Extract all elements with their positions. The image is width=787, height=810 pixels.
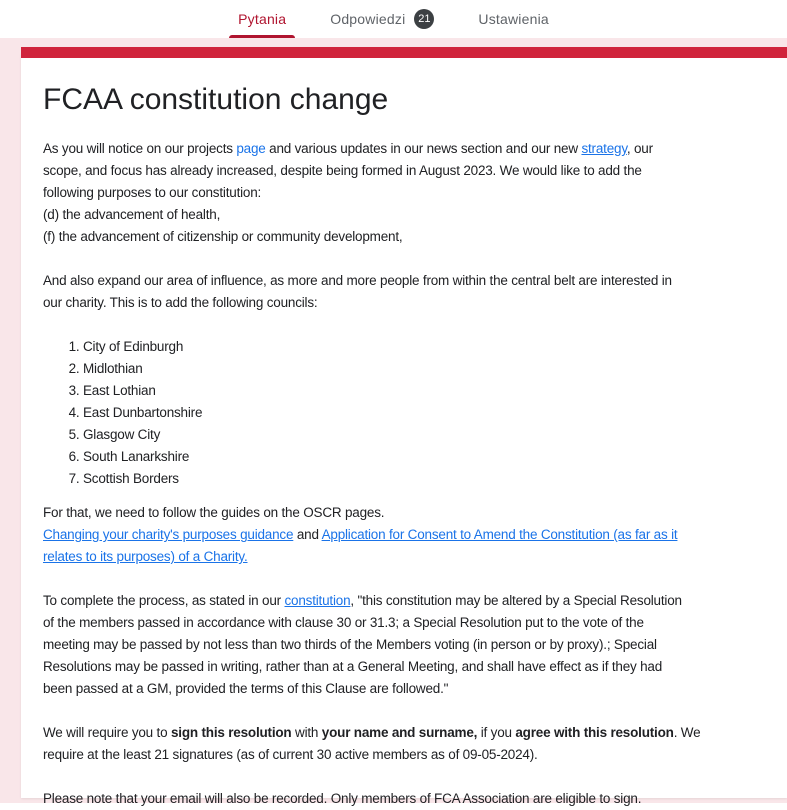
description-paragraph [43,590,747,700]
form-editor-tabbar [0,0,787,38]
text-run: (f) the advancement of citizenship or community development, [43,229,403,244]
description-paragraph [43,270,747,314]
tab-ustawienia-label: Ustawienia [478,11,549,27]
bold-text: agree with this resolution [515,725,674,740]
description-link[interactable]: strategy [581,141,627,156]
description-paragraph [43,788,747,810]
tab-pytania[interactable] [229,0,295,38]
description-paragraph [43,138,747,248]
council-list-item: 2. Midlothian [83,358,747,380]
tab-odpowiedzi[interactable] [321,0,443,38]
form-header-card [21,47,787,806]
tab-pytania-label: Pytania [238,11,287,27]
council-list-item: 1. City of Edinburgh [83,336,747,358]
council-list-item: 3. East Lothian [83,380,747,402]
council-list-item: 7. Scottish Borders [83,468,747,490]
form-title[interactable]: FCAA constitution change [43,83,389,116]
text-run: require at the least 21 signatures (as of current 30 active members as of 09-05-2024). [43,747,538,762]
card-accent-bar [21,47,787,58]
text-run: been passed at a GM, provided the terms of this Clause are followed." [43,681,449,696]
description-link[interactable]: Application for Consent to Amend the Constitution (as far as it [321,527,678,542]
text-run: As you will notice on our projects [43,141,237,156]
description-link[interactable]: page [236,141,266,156]
council-list-item: 5. Glasgow City [83,424,747,446]
council-list [43,336,747,490]
text-run: For that, we need to follow the guides on the OSCR pages. [43,505,385,520]
text-run: of the members passed in accordance with clause 30 or 31.3; a Special Resolution put to the vote of the [43,615,644,630]
responses-count-badge: 21 [414,9,434,29]
page-background [0,38,787,806]
council-list-item: 6. South Lanarkshire [83,446,747,468]
text-run: if you [477,725,516,740]
text-run: And also expand our area of influence, as more and more people from within the central belt are interested in [43,273,672,288]
text-run: (d) the advancement of health, [43,207,221,222]
text-run: our charity. This is to add the following councils: [43,295,318,310]
text-run: Please note that your email will also be recorded. Only members of FCA Association are eligible to sign. [43,791,642,806]
description-link[interactable]: Changing your charity's purposes guidance [43,527,294,542]
text-run: , "this constitution may be altered by a Special Resolution [350,593,682,608]
form-description[interactable] [43,138,747,810]
active-tab-indicator [229,35,295,38]
text-run: with [291,725,322,740]
text-run: We will require you to [43,725,171,740]
council-list-item: 4. East Dunbartonshire [83,402,747,424]
text-run: To complete the process, as stated in our [43,593,285,608]
text-run: . We [673,725,701,740]
description-paragraph [43,502,747,568]
text-run: meeting may be passed by not less than two thirds of the Members voting (in person or by proxy).; Special [43,637,657,652]
text-run: Resolutions may be passed in writing, rather than at a General Meeting, and shall have effect as if they had [43,659,663,674]
description-paragraph [43,722,747,766]
text-run: scope, and focus has already increased, despite being formed in August 2023. We would like to add the [43,163,642,178]
description-link[interactable]: relates to its purposes) of a Charity. [43,549,248,564]
text-run: , our [626,141,653,156]
text-run: and [293,527,322,542]
text-run: following purposes to our constitution: [43,185,262,200]
bold-text: your name and surname, [321,725,478,740]
bold-text: sign this resolution [170,725,292,740]
tab-odpowiedzi-label: Odpowiedzi [330,11,406,27]
description-link[interactable]: constitution [284,593,351,608]
tab-ustawienia[interactable] [469,0,557,38]
card-body [21,58,787,810]
text-run: and various updates in our news section and our new [265,141,582,156]
